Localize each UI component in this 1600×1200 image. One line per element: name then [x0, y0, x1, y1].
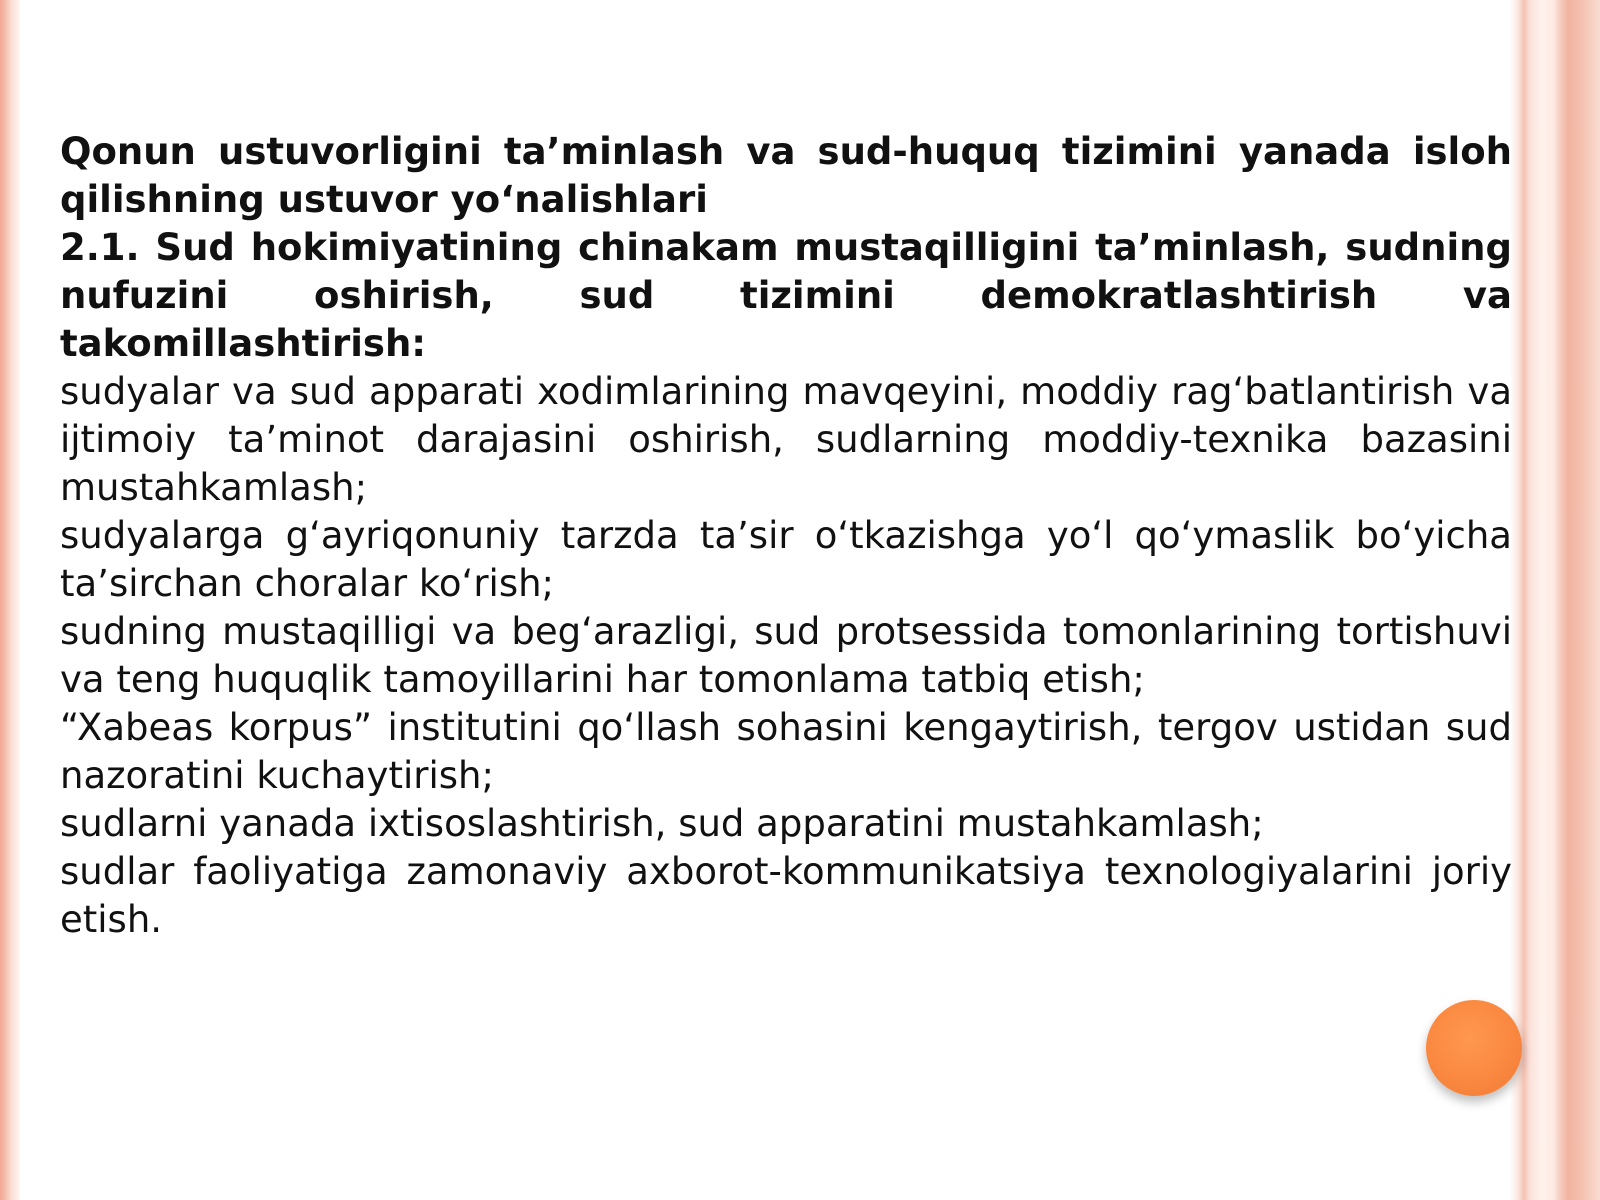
slide-subheading: 2.1. Sud hokimiyatining chinakam mustaqilligini ta’minlash, sudning nufuzini oshirish, sud tizimini demokratlashtirish va takomillashtirish: [60, 226, 1512, 365]
slide-item-2: sudyalarga g‘ayriqonuniy tarzda ta’sir o‘tkazishga yo‘l qo‘ymaslik bo‘yicha ta’sirchan choralar ko‘rish; [60, 514, 1512, 605]
slide-heading: Qonun ustuvorligini ta’minlash va sud-huquq tizimini yanada isloh qilishning ustuvor yo‘nalishlari [60, 130, 1512, 221]
slide-item-5: sudlarni yanada ixtisoslashtirish, sud apparatini mustahkamlash; [60, 802, 1264, 845]
slide-item-1: sudyalar va sud apparati xodimlarining mavqeyini, moddiy rag‘batlantirish va ijtimoiy ta’minot darajasini oshirish, sudlarning moddiy-texnika bazasini mustahkamlash; [60, 370, 1512, 509]
orange-circle-decoration [1426, 1000, 1522, 1096]
slide-item-3: sudning mustaqilligi va beg‘arazligi, sud protsessida tomonlarining tortishuvi va teng huquqlik tamoyillarini har tomonlama tatbiq etish; [60, 610, 1512, 701]
slide-left-border [0, 0, 20, 1200]
slide-right-border [1510, 0, 1600, 1200]
slide-item-6: sudlar faoliyatiga zamonaviy axborot-kommunikatsiya texnologiyalarini joriy etish. [60, 850, 1512, 941]
slide-item-4: “Xabeas korpus” institutini qo‘llash sohasini kengaytirish, tergov ustidan sud nazoratini kuchaytirish; [60, 706, 1512, 797]
slide-body [60, 128, 1512, 944]
